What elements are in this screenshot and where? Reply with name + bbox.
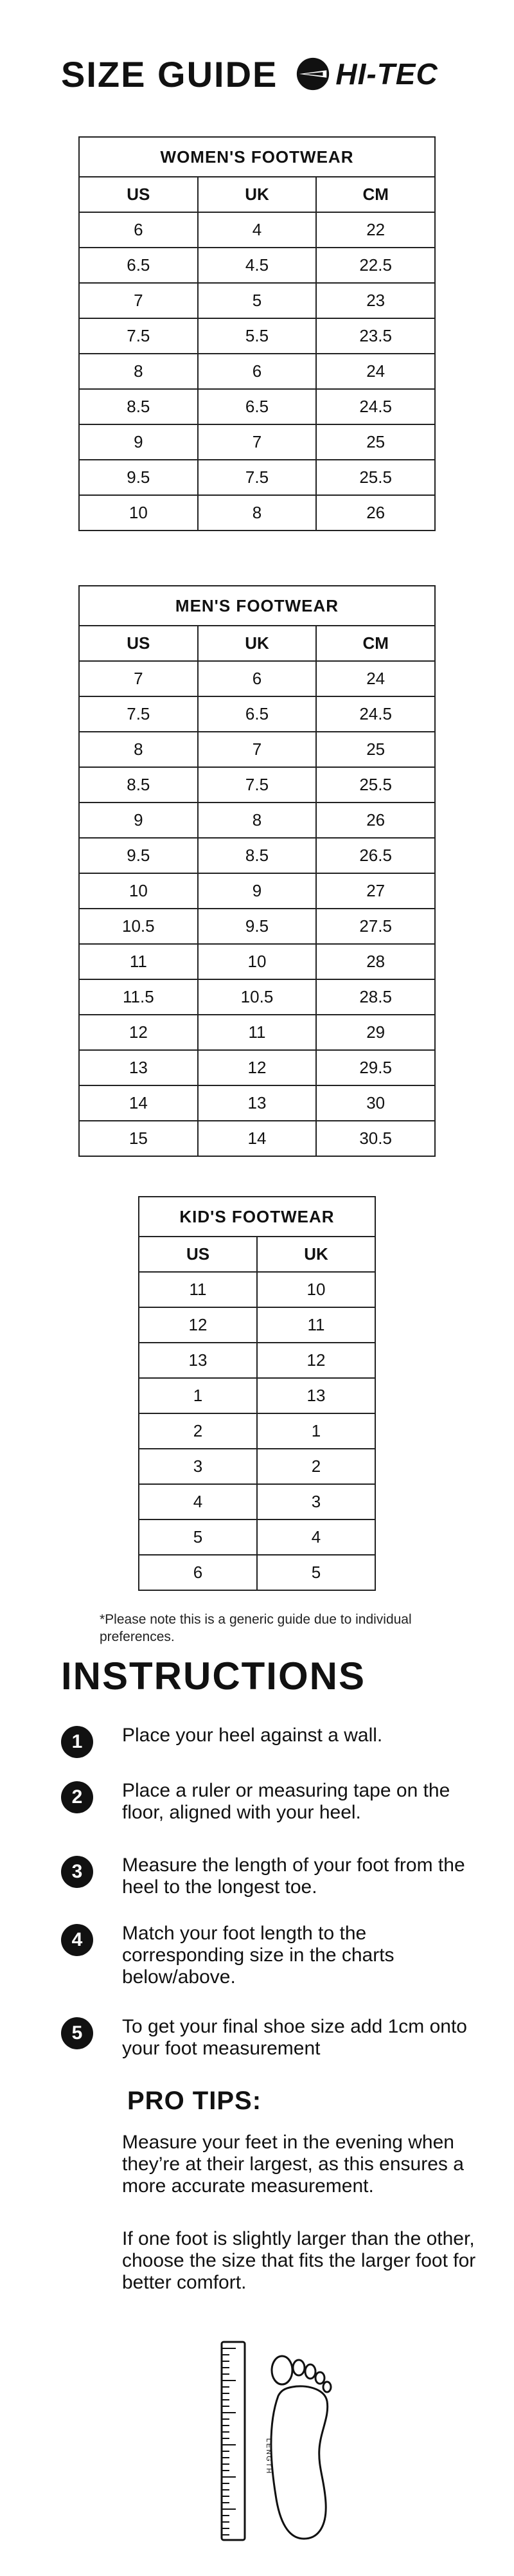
table-cell: 5	[198, 283, 317, 318]
column-header-uk: UK	[198, 626, 317, 661]
table-cell: 30	[316, 1085, 435, 1121]
table-cell: 12	[257, 1343, 375, 1378]
table-cell: 2	[139, 1413, 257, 1449]
table-cell: 25	[316, 424, 435, 460]
table-cell: 25.5	[316, 460, 435, 495]
table-cell: 9	[79, 803, 198, 838]
pro-tip-1: Measure your feet in the evening when they’re at their largest, as this ensures a more accurate measurement.	[122, 2132, 464, 2197]
brand-logo	[294, 55, 438, 93]
mens-size-table	[78, 585, 436, 1157]
table-cell: 12	[79, 1015, 198, 1050]
table-cell: 28	[316, 944, 435, 979]
table-cell: 5.5	[198, 318, 317, 354]
ruler-icon	[222, 2342, 245, 2540]
table-cell: 3	[139, 1449, 257, 1484]
table-cell: 3	[257, 1484, 375, 1519]
step-text: Measure the length of your foot from the heel to the longest toe.	[122, 1855, 465, 1898]
column-header-us: US	[139, 1237, 257, 1272]
column-header-cm: CM	[316, 626, 435, 661]
table-cell: 8	[198, 495, 317, 531]
table-row	[79, 389, 435, 424]
table-cell: 30.5	[316, 1121, 435, 1156]
table-cell: 14	[198, 1121, 317, 1156]
table-cell: 14	[79, 1085, 198, 1121]
ruler-label: LENGTH	[265, 2438, 272, 2475]
header	[61, 45, 459, 103]
table-row	[139, 1519, 375, 1555]
table-cell: 4	[139, 1484, 257, 1519]
table-row	[139, 1272, 375, 1307]
step-number-icon: 3	[61, 1856, 93, 1888]
table-cell: 24	[316, 661, 435, 696]
column-header-uk: UK	[198, 177, 317, 212]
table-cell: 8.5	[198, 838, 317, 873]
step-text: To get your final shoe size add 1cm onto your foot measurement	[122, 2016, 467, 2059]
step-number-icon: 5	[61, 2017, 93, 2049]
table-cell: 24.5	[316, 389, 435, 424]
table-cell: 29.5	[316, 1050, 435, 1085]
table-cell: 7	[198, 732, 317, 767]
table-cell: 8	[79, 354, 198, 389]
table-caption: MEN'S FOOTWEAR	[79, 586, 435, 626]
column-header-uk: UK	[257, 1237, 375, 1272]
table-row	[79, 696, 435, 732]
foot-measure-icon	[209, 2334, 337, 2546]
page-title: SIZE GUIDE	[61, 53, 278, 95]
brand-name: HI-TEC	[335, 57, 438, 91]
instructions-heading: INSTRUCTIONS	[61, 1655, 366, 1698]
table-row	[79, 661, 435, 696]
instruction-step-2	[61, 1780, 472, 1824]
table-cell: 7	[79, 283, 198, 318]
table-row	[79, 979, 435, 1015]
table-cell: 8	[198, 803, 317, 838]
table-cell: 24.5	[316, 696, 435, 732]
table-cell: 4	[257, 1519, 375, 1555]
table-cell: 10	[257, 1272, 375, 1307]
table-cell: 22.5	[316, 248, 435, 283]
table-cell: 25	[316, 732, 435, 767]
table-cell: 8.5	[79, 767, 198, 803]
table-cell: 6.5	[198, 389, 317, 424]
step-text: Place your heel against a wall.	[122, 1725, 383, 1746]
table-cell: 5	[257, 1555, 375, 1590]
table-caption: KID'S FOOTWEAR	[139, 1197, 375, 1237]
step-number-icon: 4	[61, 1924, 93, 1956]
table-cell: 7.5	[79, 696, 198, 732]
table-cell: 6	[198, 661, 317, 696]
table-cell: 13	[79, 1050, 198, 1085]
table-row	[139, 1555, 375, 1590]
table-row	[139, 1343, 375, 1378]
table-cell: 7	[198, 424, 317, 460]
pro-tips-heading: PRO TIPS:	[127, 2087, 262, 2115]
table-row	[79, 460, 435, 495]
disclaimer-note: *Please note this is a generic guide due to individual preferences.	[100, 1612, 412, 1644]
table-row	[79, 838, 435, 873]
table-row	[79, 1050, 435, 1085]
table-cell: 13	[139, 1343, 257, 1378]
table-cell: 11.5	[79, 979, 198, 1015]
table-cell: 6	[198, 354, 317, 389]
table-cell: 23.5	[316, 318, 435, 354]
table-cell: 26	[316, 495, 435, 531]
table-caption: WOMEN'S FOOTWEAR	[79, 137, 435, 177]
table-row	[79, 1015, 435, 1050]
table-cell: 8	[79, 732, 198, 767]
table-row	[79, 248, 435, 283]
table-row	[79, 1085, 435, 1121]
table-cell: 11	[257, 1307, 375, 1343]
table-row	[139, 1484, 375, 1519]
table-cell: 5	[139, 1519, 257, 1555]
table-row	[139, 1307, 375, 1343]
table-cell: 15	[79, 1121, 198, 1156]
table-cell: 26.5	[316, 838, 435, 873]
step-number-icon: 1	[61, 1726, 93, 1758]
table-cell: 6.5	[79, 248, 198, 283]
table-row	[79, 944, 435, 979]
table-row	[139, 1449, 375, 1484]
table-row	[79, 283, 435, 318]
table-cell: 9	[79, 424, 198, 460]
table-cell: 10.5	[79, 909, 198, 944]
table-row	[79, 873, 435, 909]
table-cell: 7.5	[198, 767, 317, 803]
table-cell: 6.5	[198, 696, 317, 732]
table-cell: 10.5	[198, 979, 317, 1015]
table-cell: 28.5	[316, 979, 435, 1015]
table-cell: 4.5	[198, 248, 317, 283]
table-row	[139, 1378, 375, 1413]
womens-size-table	[78, 136, 436, 531]
table-row	[79, 424, 435, 460]
table-cell: 12	[139, 1307, 257, 1343]
step-text: Place a ruler or measuring tape on the floor, aligned with your heel.	[122, 1780, 450, 1823]
table-row	[79, 909, 435, 944]
table-cell: 13	[198, 1085, 317, 1121]
column-header-us: US	[79, 626, 198, 661]
table-cell: 13	[257, 1378, 375, 1413]
table-cell: 9.5	[79, 460, 198, 495]
table-cell: 9.5	[198, 909, 317, 944]
table-cell: 9	[198, 873, 317, 909]
column-header-cm: CM	[316, 177, 435, 212]
table-cell: 27.5	[316, 909, 435, 944]
table-cell: 7.5	[198, 460, 317, 495]
instruction-step-4	[61, 1923, 472, 1988]
table-cell: 10	[79, 873, 198, 909]
column-header-us: US	[79, 177, 198, 212]
table-row	[139, 1413, 375, 1449]
table-cell: 1	[257, 1413, 375, 1449]
table-cell: 1	[139, 1378, 257, 1413]
table-cell: 7.5	[79, 318, 198, 354]
table-cell: 12	[198, 1050, 317, 1085]
table-cell: 4	[198, 212, 317, 248]
step-text: Match your foot length to the corresponding size in the charts below/above.	[122, 1923, 394, 1988]
foot-outline-icon	[271, 2356, 331, 2539]
table-cell: 7	[79, 661, 198, 696]
table-cell: 6	[79, 212, 198, 248]
table-cell: 29	[316, 1015, 435, 1050]
table-row	[79, 803, 435, 838]
table-row	[79, 318, 435, 354]
instruction-step-3	[61, 1855, 472, 1898]
table-cell: 27	[316, 873, 435, 909]
table-cell: 23	[316, 283, 435, 318]
table-cell: 11	[198, 1015, 317, 1050]
table-cell: 26	[316, 803, 435, 838]
table-cell: 2	[257, 1449, 375, 1484]
table-cell: 24	[316, 354, 435, 389]
pro-tip-2: If one foot is slightly larger than the other, choose the size that fits the larger foot for better comfort.	[122, 2228, 476, 2293]
table-row	[79, 354, 435, 389]
table-cell: 6	[139, 1555, 257, 1590]
table-cell: 9.5	[79, 838, 198, 873]
table-row	[79, 732, 435, 767]
table-cell: 10	[79, 495, 198, 531]
table-cell: 8.5	[79, 389, 198, 424]
table-cell: 10	[198, 944, 317, 979]
table-cell: 25.5	[316, 767, 435, 803]
table-row	[79, 767, 435, 803]
instruction-step-1	[61, 1725, 472, 1758]
hi-tec-logo-icon	[294, 55, 332, 93]
instruction-step-5	[61, 2016, 472, 2060]
table-cell: 11	[79, 944, 198, 979]
table-row	[79, 212, 435, 248]
table-row	[79, 1121, 435, 1156]
table-cell: 11	[139, 1272, 257, 1307]
step-number-icon: 2	[61, 1781, 93, 1813]
table-cell: 22	[316, 212, 435, 248]
table-row	[79, 495, 435, 531]
kids-size-table	[138, 1196, 376, 1591]
